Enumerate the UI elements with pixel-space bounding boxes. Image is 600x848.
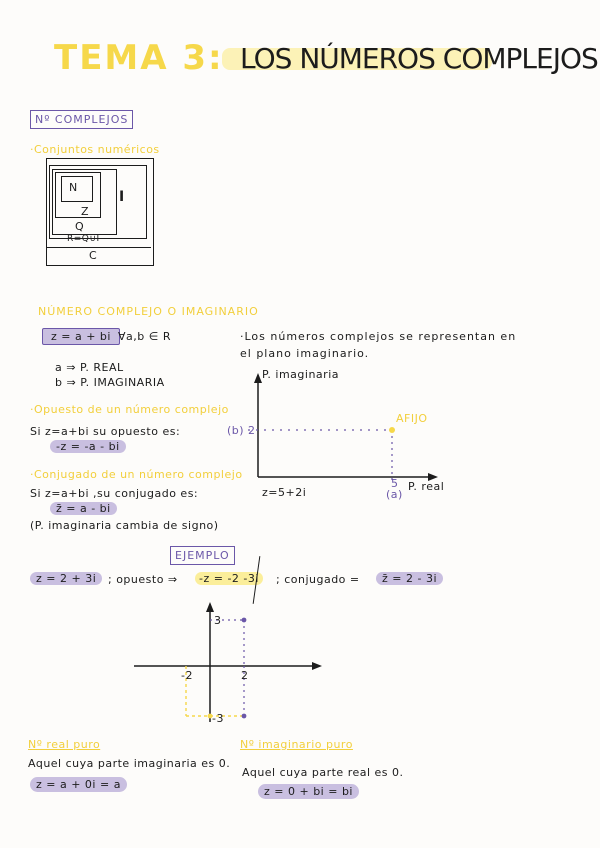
imag-puro-formula: z = 0 + bi = bi: [258, 784, 359, 799]
opuesto-result: -z = -a - bi: [50, 440, 126, 453]
y-axis-arrow: [254, 373, 262, 383]
conjugado-line: Si z=a+bi ,su conjugado es:: [30, 487, 199, 500]
opuesto-line: Si z=a+bi su opuesto es:: [30, 425, 181, 438]
real-puro-heading: Nº real puro: [28, 738, 101, 751]
ej-tick-neg2: -2: [181, 669, 193, 682]
ejemplo-label: EJEMPLO: [170, 546, 235, 565]
set-q-label: Q: [75, 220, 85, 233]
ejemplo-opuesto-val: -z = -2 -3i: [195, 572, 263, 585]
a-real-line: a ⇒ P. REAL: [55, 361, 124, 374]
ej-point-conj: [242, 714, 247, 719]
page-title: LOS NÚMEROS COMPLEJOS: [240, 42, 598, 75]
ejemplo-opuesto-label: ; opuesto ⇒: [108, 573, 178, 586]
set-c-label: C: [89, 249, 98, 262]
ej-point-z: [242, 618, 247, 623]
forall-ab: ∀a,b ∈ R: [118, 330, 171, 343]
real-puro-line: Aquel cuya parte imaginaria es 0.: [28, 757, 231, 770]
ejemplo-conjugado-val: z̄ = 2 - 3i: [376, 572, 443, 585]
plane-x-tick: 5: [391, 477, 399, 490]
plane-y-label: P. imaginaria: [262, 368, 339, 381]
set-r-label: R=Q∪I: [67, 234, 100, 244]
ejemplo-plane: [128, 598, 328, 728]
opuesto-heading: ·Opuesto de un número complejo: [30, 403, 229, 416]
imag-puro-line: Aquel cuya parte real es 0.: [242, 766, 404, 779]
afijo-label: AFIJO: [396, 412, 428, 425]
ej-y-arrow: [206, 602, 214, 612]
desc-line-2: el plano imaginario.: [240, 347, 370, 360]
plane-point-label: z=5+2i: [262, 486, 307, 499]
conjugado-result: z̄ = a - bi: [50, 502, 117, 515]
section-label-complejos: Nº COMPLEJOS: [30, 110, 133, 129]
title-colon: :: [208, 38, 222, 78]
numero-complejo-heading: NÚMERO COMPLEJO O IMAGINARIO: [38, 305, 259, 318]
formula-z: z = a + bi: [42, 328, 120, 345]
desc-line-1: ·Los números complejos se representan en: [240, 330, 517, 343]
ej-x-arrow: [312, 662, 322, 670]
set-z-label: Z: [81, 205, 90, 218]
imag-puro-heading: Nº imaginario puro: [240, 738, 353, 751]
conjugado-note: (P. imaginaria cambia de signo): [30, 519, 219, 532]
plane-x-label: P. real: [408, 480, 445, 493]
conjuntos-heading: ·Conjuntos numéricos: [30, 143, 160, 156]
sets-diagram: [46, 158, 154, 266]
ej-tick-neg3: -3: [212, 712, 224, 725]
set-c-divider: [47, 247, 151, 248]
ejemplo-z: z = 2 + 3i: [30, 572, 102, 585]
ej-tick-3: 3: [214, 614, 222, 627]
plane-y-tick: (b) 2: [227, 424, 256, 437]
ejemplo-conjugado-label: ; conjugado =: [276, 573, 360, 586]
set-i-label: I: [119, 189, 125, 205]
page-title-topic: TEMA 3: [54, 38, 209, 78]
plane-x-tick-sub: (a): [386, 488, 403, 501]
real-puro-formula: z = a + 0i = a: [30, 777, 127, 792]
ej-tick-2: 2: [241, 669, 249, 682]
set-n-label: N: [69, 181, 78, 194]
b-imag-line: b ⇒ P. IMAGINARIA: [55, 376, 165, 389]
afijo-point: [389, 427, 395, 433]
conjugado-heading: ·Conjugado de un número complejo: [30, 468, 243, 481]
